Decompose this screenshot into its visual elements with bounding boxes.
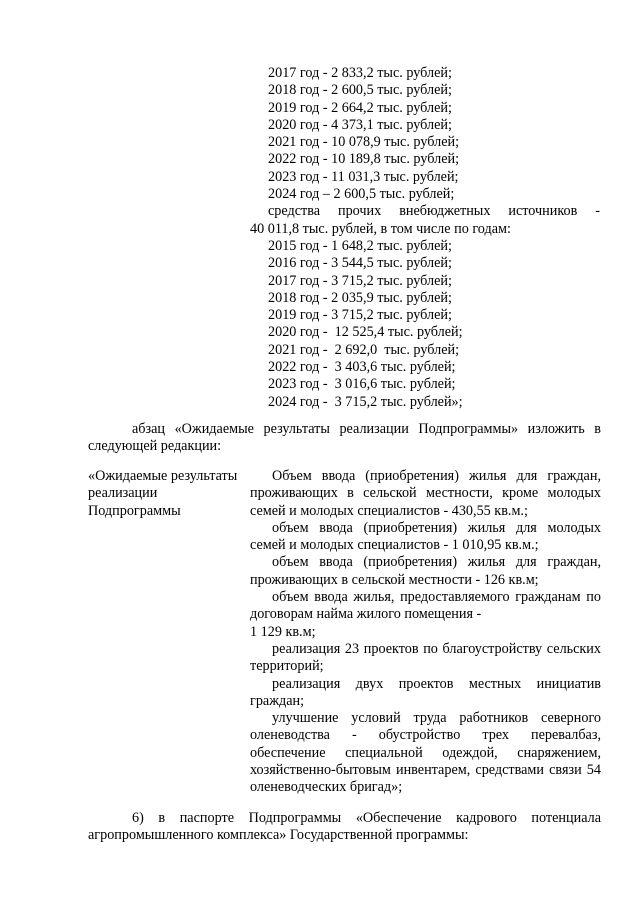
funding-year-line: 2024 год - 3 715,2 тыс. рублей»; bbox=[268, 393, 463, 410]
funding-year-line: 2017 год - 2 833,2 тыс. рублей; bbox=[268, 65, 452, 81]
funding-year-line: 2018 год - 2 035,9 тыс. рублей; bbox=[268, 289, 452, 306]
other-sources-line: средства прочих внебюджетных источников - bbox=[268, 203, 600, 220]
funding-year-line: 2020 год - 12 525,4 тыс. рублей; bbox=[268, 324, 463, 341]
results-label: «Ожидаемые результаты реализации Подпрограммы bbox=[88, 468, 238, 519]
funding-year-line: 2021 год - 2 692,0 тыс. рублей; bbox=[268, 341, 460, 358]
result-item: объем ввода жилья, предоставляемого гражданам по договорам найма жилого помещения - 1 129 кв.м; bbox=[250, 589, 601, 640]
funding-year-line: 2016 год - 3 544,5 тыс. рублей; bbox=[268, 255, 452, 272]
expected-results-table bbox=[88, 468, 601, 798]
results-list bbox=[250, 468, 601, 797]
funding-year-line: 2022 год - 10 189,8 тыс. рублей; bbox=[268, 151, 460, 168]
result-item: объем ввода (приобретения) жилья для граждан, проживающих в сельской местности - 126 кв.м; bbox=[250, 554, 601, 588]
item-6-text: 6) в паспорте Подпрограммы «Обеспечение кадрового потенциала агропромышленного комплекса» Государственной программы: bbox=[88, 810, 601, 844]
funding-year-line: 2020 год - 4 373,1 тыс. рублей; bbox=[268, 116, 452, 133]
amendment-paragraph bbox=[88, 421, 601, 456]
funding-year-line: 2015 год - 1 648,2 тыс. рублей; bbox=[268, 237, 452, 254]
funding-year-line: 2018 год - 2 600,5 тыс. рублей; bbox=[268, 82, 452, 99]
other-sources-total: 40 011,8 тыс. рублей, в том числе по годам: bbox=[250, 220, 511, 237]
funding-by-years bbox=[250, 65, 600, 411]
funding-year-line: 2017 год - 3 715,2 тыс. рублей; bbox=[268, 272, 452, 289]
funding-year-line: 2019 год - 2 664,2 тыс. рублей; bbox=[268, 99, 452, 116]
amendment-text: абзац «Ожидаемые результаты реализации Подпрограммы» изложить в следующей редакции: bbox=[88, 421, 601, 455]
result-item: Объем ввода (приобретения) жилья для граждан, проживающих в сельской местности, кроме молодых семей и молодых специалистов - 430,55 кв.м.; bbox=[250, 468, 601, 519]
funding-year-line: 2021 год - 10 078,9 тыс. рублей; bbox=[268, 134, 460, 151]
funding-year-line: 2024 год – 2 600,5 тыс. рублей; bbox=[268, 186, 455, 203]
funding-year-line: 2023 год - 3 016,6 тыс. рублей; bbox=[268, 376, 456, 393]
result-item: реализация двух проектов местных инициатив граждан; bbox=[250, 675, 601, 709]
result-item: реализация 23 проектов по благоустройству сельских территорий; bbox=[250, 640, 601, 675]
item-6-paragraph bbox=[88, 810, 601, 845]
funding-year-line: 2022 год - 3 403,6 тыс. рублей; bbox=[268, 359, 456, 376]
result-item: улучшение условий труда работников северного оленеводства - обустройство трех перевалбаз, обеспечение специальной одеждой, снаряжением, хозяйственно-бытовым инвентарем, средствами связи 54 оленеводческих бригад»; bbox=[250, 710, 601, 796]
result-item: объем ввода (приобретения) жилья для молодых семей и молодых специалистов - 1 010,95 кв.м.; bbox=[250, 519, 601, 554]
funding-year-line: 2023 год - 11 031,3 тыс. рублей; bbox=[268, 168, 459, 185]
funding-year-line: 2019 год - 3 715,2 тыс. рублей; bbox=[268, 307, 452, 324]
